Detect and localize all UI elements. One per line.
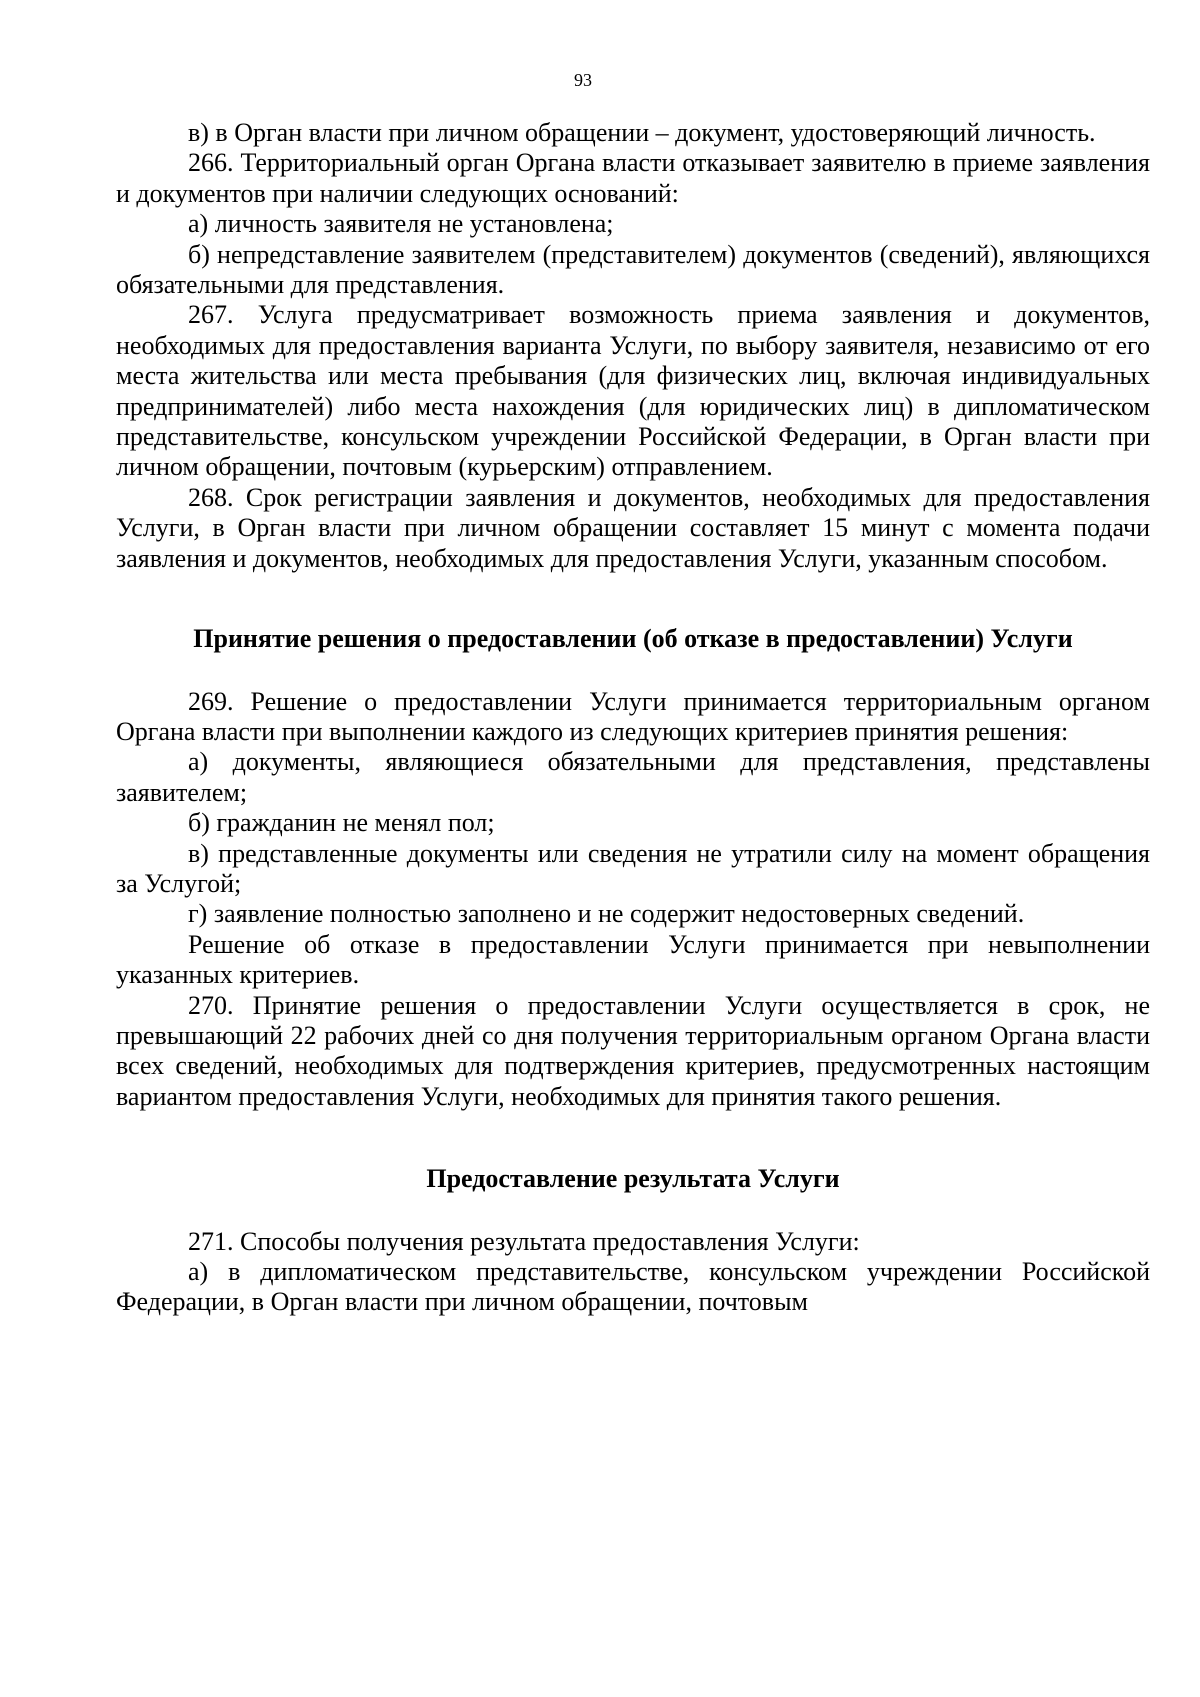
page-number: 93 [574,70,592,90]
paragraph-270: 270. Принятие решения о предоставлении Услуги осуществляется в срок, не превышающий 22 рабочих дней со дня получения территориальным органом Органа власти всех сведений, необходимых для подтверждения критериев, предусмотренных настоящим вариантом предоставления Услуги, необходимых для принятия такого решения. [116,990,1150,1111]
document-body [116,118,1150,1318]
paragraph-269: 269. Решение о предоставлении Услуги принимается территориальным органом Органа власти при выполнении каждого из следующих критериев принятия решения: [116,686,1150,746]
list-item: б) гражданин не менял пол; [188,808,495,838]
list-item: а) личность заявителя не установлена; [188,209,614,239]
list-item: г) заявление полностью заполнено и не содержит недостоверных сведений. [188,899,1025,929]
list-item: б) непредставление заявителем (представителем) документов (сведений), являющихся обязательными для представления. [116,239,1150,300]
paragraph: в) в Орган власти при личном обращении – документ, удостоверяющий личность. [188,118,1096,147]
list-item: а) в дипломатическом представительстве, консульском учреждении Российской Федерации, в Орган власти при личном обращении, почтовым [116,1257,1150,1317]
paragraph-267: 267. Услуга предусматривает возможность приема заявления и документов, необходимых для предоставления варианта Услуги, по выбору заявителя, независимо от его места жительства или места пребывания (для физических лиц, включая индивидуальных предпринимателей) либо места нахождения (для юридических лиц) в дипломатическом представительстве, консульском учреждении Российской Федерации, в Орган власти при личном обращении, почтовым (курьерским) отправлением. [116,300,1150,482]
list-item: в) представленные документы или сведения не утратили силу на момент обращения за Услугой; [116,838,1150,898]
paragraph: Решение об отказе в предоставлении Услуги принимается при невыполнении указанных критериев. [116,929,1150,990]
section-heading: Предоставление результата Услуги [426,1164,840,1194]
paragraph-271: 271. Способы получения результата предоставления Услуги: [188,1226,860,1256]
paragraph-266: 266. Территориальный орган Органа власти отказывает заявителю в приеме заявления и документов при наличии следующих оснований: [116,148,1150,208]
paragraph-268: 268. Срок регистрации заявления и документов, необходимых для предоставления Услуги, в Орган власти при личном обращении составляет 15 минут с момента подачи заявления и документов, необходимых для предоставления Услуги, указанным способом. [116,482,1150,573]
list-item: а) документы, являющиеся обязательными для представления, представлены заявителем; [116,747,1150,807]
section-heading: Принятие решения о предоставлении (об отказе в предоставлении) Услуги [193,624,1073,654]
